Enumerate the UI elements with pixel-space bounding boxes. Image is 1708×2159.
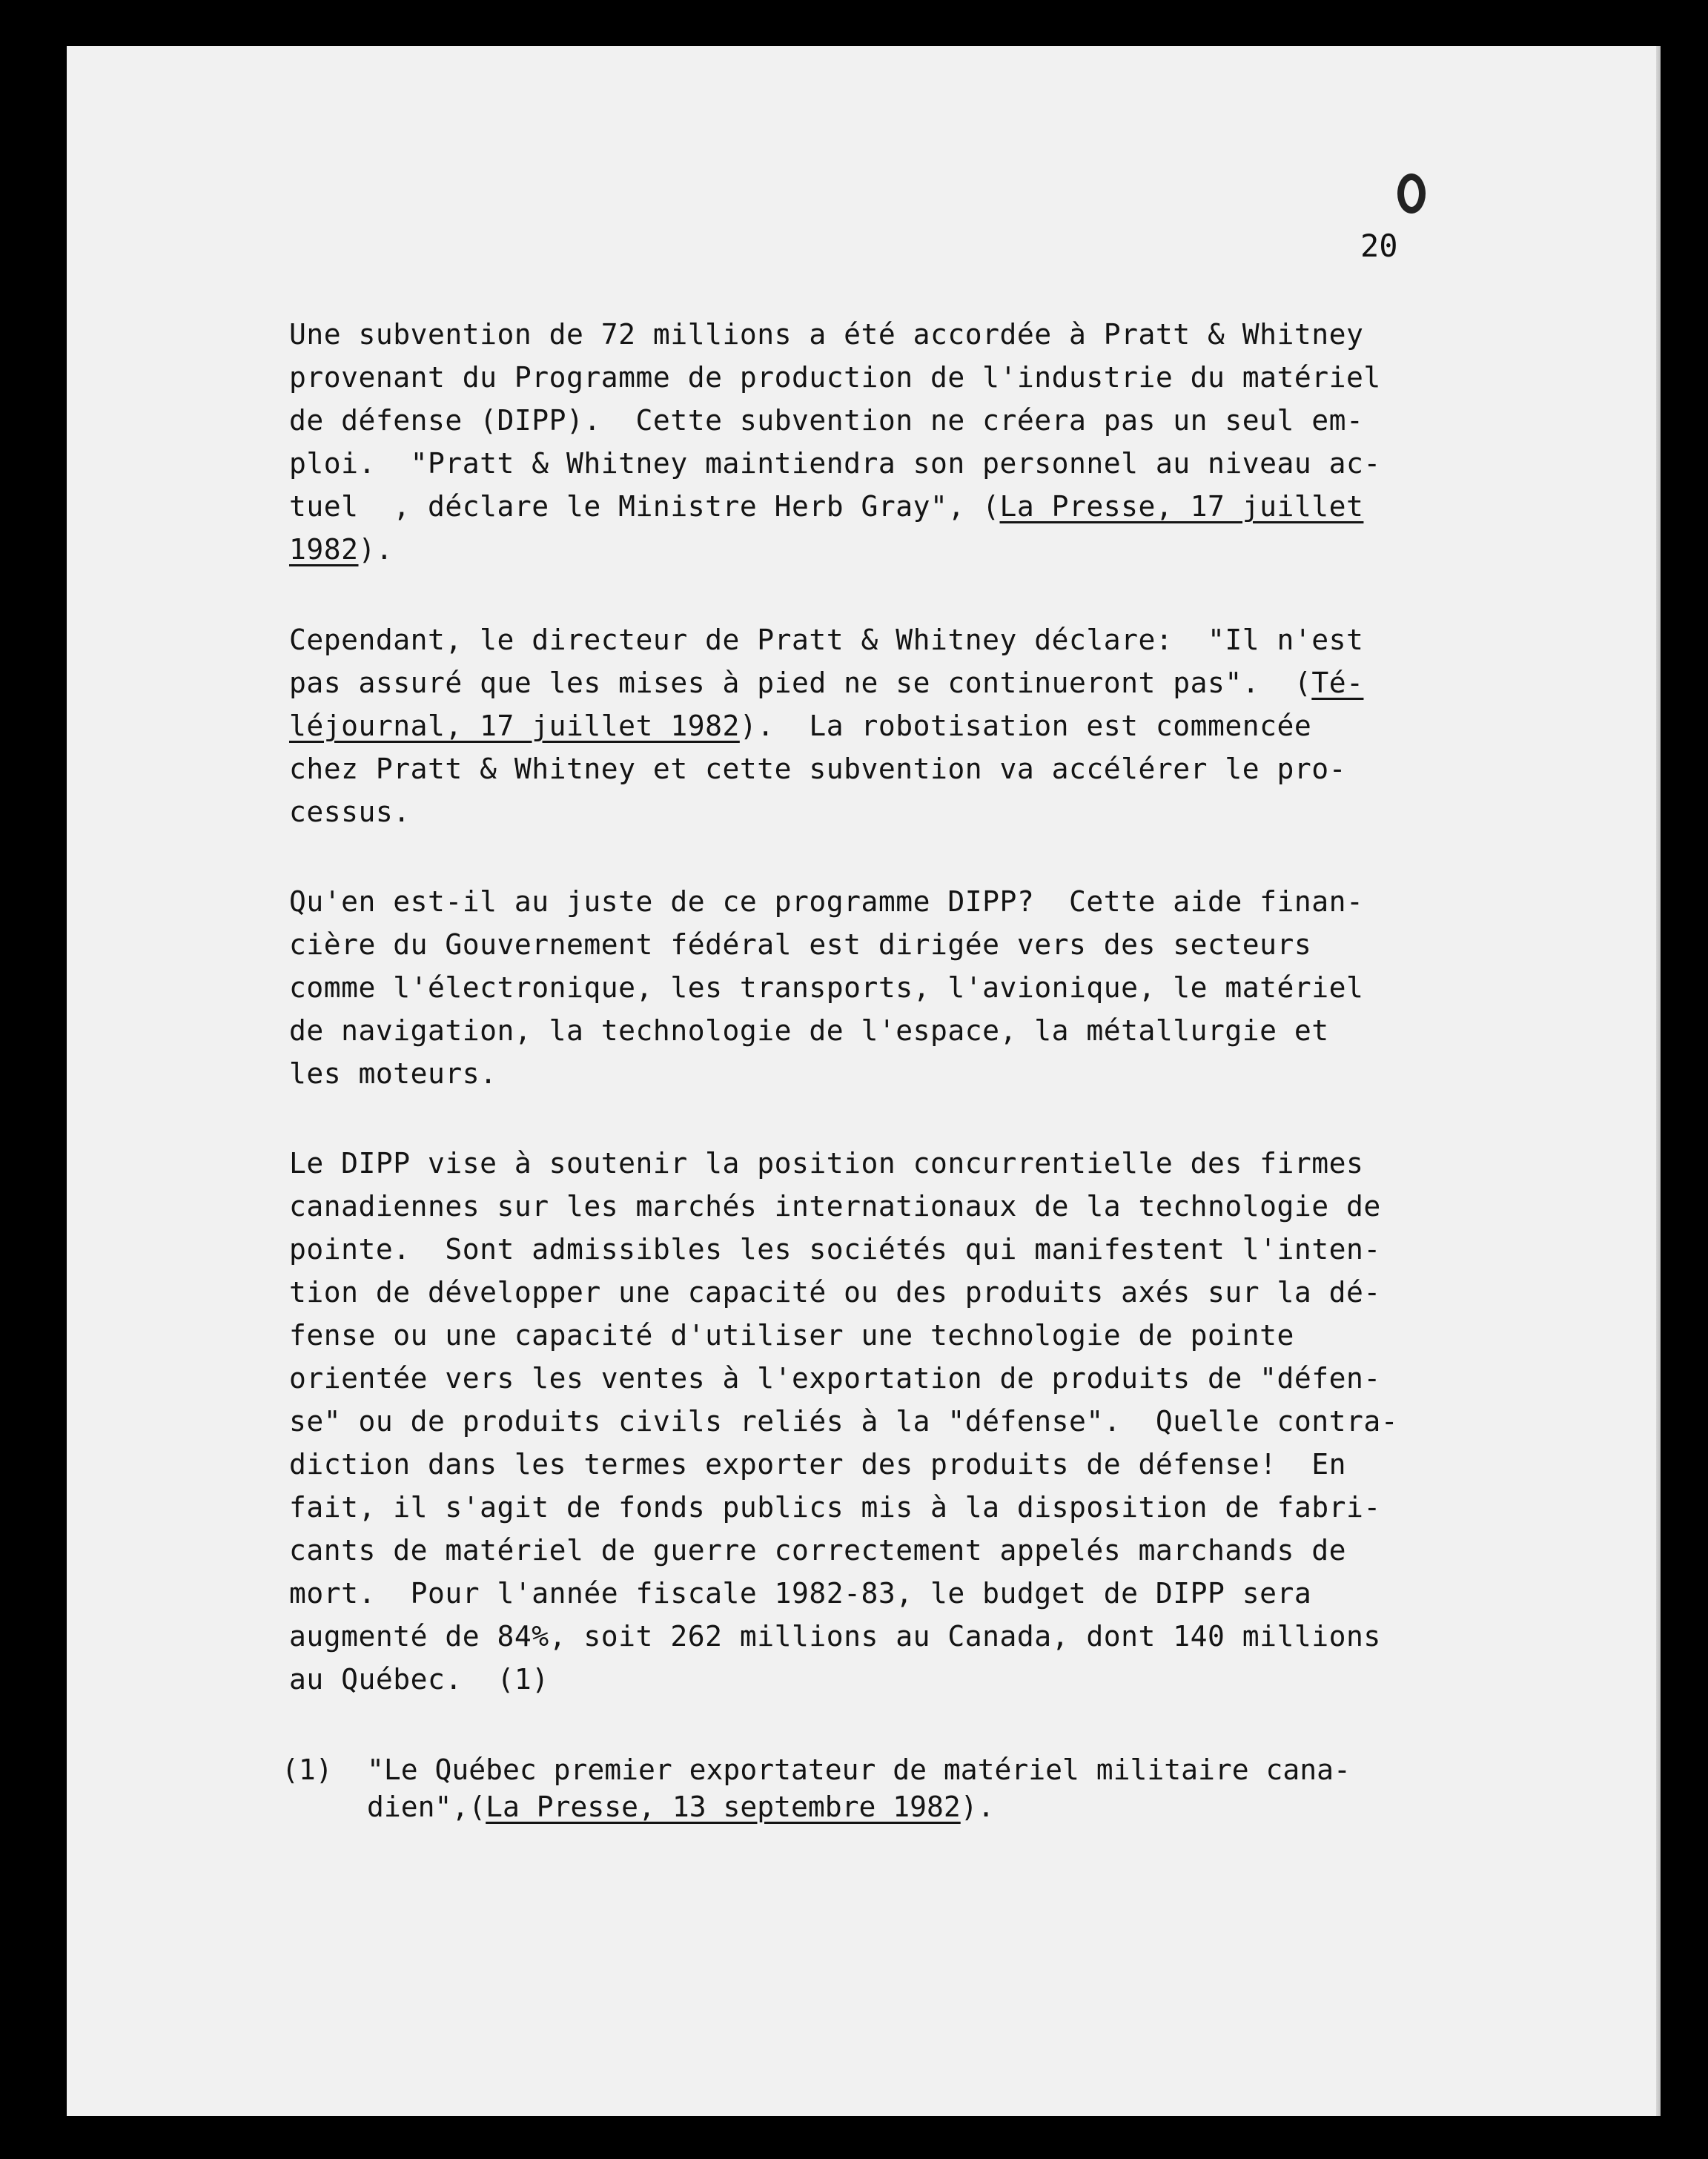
text-line (289, 1357, 1398, 1400)
paragraph-4 (289, 1142, 1398, 1701)
text-run: ). (960, 1791, 995, 1823)
text-run: les moteurs. (289, 1057, 497, 1090)
text-line (289, 1443, 1398, 1486)
document-page (67, 46, 1661, 2116)
text-line (289, 1009, 1363, 1052)
text-run: chez Pratt & Whitney et cette subvention va accélérer le pro- (289, 753, 1347, 785)
citation-underlined: La Presse, 17 juillet (999, 490, 1364, 523)
text-run: "Le Québec premier exportateur de matériel militaire cana- (367, 1753, 1351, 1786)
text-line (289, 442, 1381, 485)
text-run: dien",( (367, 1791, 486, 1823)
text-run: cants de matériel de guerre correctement appelés marchands de (289, 1534, 1347, 1567)
text-run: ploi. "Pratt & Whitney maintiendra son personnel au niveau ac- (289, 447, 1381, 480)
citation-underlined: Té- (1311, 667, 1364, 699)
text-line (289, 1271, 1398, 1314)
text-run: ). (358, 533, 394, 566)
text-run: Une subvention de 72 millions a été accordée à Pratt & Whitney (289, 318, 1364, 351)
text-run: de navigation, la technologie de l'espace, la métallurgie et (289, 1014, 1329, 1047)
paragraph-2 (289, 618, 1363, 833)
text-line (289, 528, 1381, 571)
text-run: diction dans les termes exporter des produits de défense! En (289, 1448, 1347, 1481)
text-run: de défense (DIPP). Cette subvention ne créera pas un seul em- (289, 404, 1364, 437)
text-run: mort. Pour l'année fiscale 1982-83, le budget de DIPP sera (289, 1577, 1312, 1610)
text-line (289, 1400, 1398, 1443)
text-run: Qu'en est-il au juste de ce programme DIPP? Cette aide finan- (289, 885, 1364, 918)
text-line (289, 1228, 1398, 1271)
text-line (367, 1788, 1701, 1825)
text-line (289, 661, 1363, 704)
text-line (289, 1572, 1398, 1615)
text-run: tion de développer une capacité ou des produits axés sur la dé- (289, 1276, 1381, 1309)
paragraph-1 (289, 313, 1381, 571)
text-line (289, 1658, 1398, 1701)
text-run: fait, il s'agit de fonds publics mis à la disposition de fabri- (289, 1491, 1381, 1524)
text-run: provenant du Programme de production de l'industrie du matériel (289, 361, 1381, 394)
text-run: augmenté de 84%, soit 262 millions au Canada, dont 140 millions (289, 1620, 1381, 1653)
text-line (289, 923, 1363, 966)
text-line (289, 747, 1363, 790)
text-run: fense ou une capacité d'utiliser une technologie de pointe (289, 1319, 1294, 1352)
text-line (289, 356, 1381, 399)
text-line (289, 1486, 1398, 1529)
text-line (289, 313, 1381, 356)
text-run: cière du Gouvernement fédéral est dirigée vers des secteurs (289, 928, 1312, 961)
text-run: Le DIPP vise à soutenir la position concurrentielle des firmes (289, 1147, 1364, 1180)
text-line (289, 704, 1363, 747)
text-run: pas assuré que les mises à pied ne se continueront pas". ( (289, 667, 1312, 699)
text-line (289, 618, 1363, 661)
footnote-marker: (1) (282, 1753, 333, 1786)
text-run: tuel , déclare le Ministre Herb Gray", ( (289, 490, 1000, 523)
text-run: pointe. Sont admissibles les sociétés qui manifestent l'inten- (289, 1233, 1381, 1266)
text-run: comme l'électronique, les transports, l'avionique, le matériel (289, 971, 1364, 1004)
text-run: orientée vers les ventes à l'exportation de produits de "défen- (289, 1362, 1381, 1395)
citation-underlined: La Presse, 13 septembre 1982 (486, 1791, 961, 1823)
text-line (289, 1185, 1398, 1228)
text-run: cessus. (289, 796, 411, 828)
citation-underlined: léjournal, 17 juillet 1982 (289, 710, 740, 742)
text-line (289, 485, 1381, 528)
circle-mark-icon (1397, 173, 1426, 214)
text-run: se" ou de produits civils reliés à la "défense". Quelle contra- (289, 1405, 1399, 1438)
text-line (289, 1529, 1398, 1572)
text-line (289, 399, 1381, 442)
text-run: ). La robotisation est commencée (739, 710, 1312, 742)
page-number: 20 (1360, 228, 1398, 264)
text-line (289, 880, 1363, 923)
citation-underlined: 1982 (289, 533, 359, 566)
text-line (367, 1751, 1701, 1788)
text-line (289, 1314, 1398, 1357)
paragraph-3 (289, 880, 1363, 1095)
text-line (289, 966, 1363, 1009)
text-run: Cependant, le directeur de Pratt & Whitney déclare: "Il n'est (289, 624, 1364, 656)
text-line (289, 790, 1363, 833)
text-run: canadiennes sur les marchés internationaux de la technologie de (289, 1190, 1381, 1223)
text-line (289, 1615, 1398, 1658)
text-line (289, 1142, 1398, 1185)
text-line (289, 1052, 1363, 1095)
text-run: au Québec. (1) (289, 1663, 549, 1696)
footnote-text (367, 1751, 1701, 1825)
